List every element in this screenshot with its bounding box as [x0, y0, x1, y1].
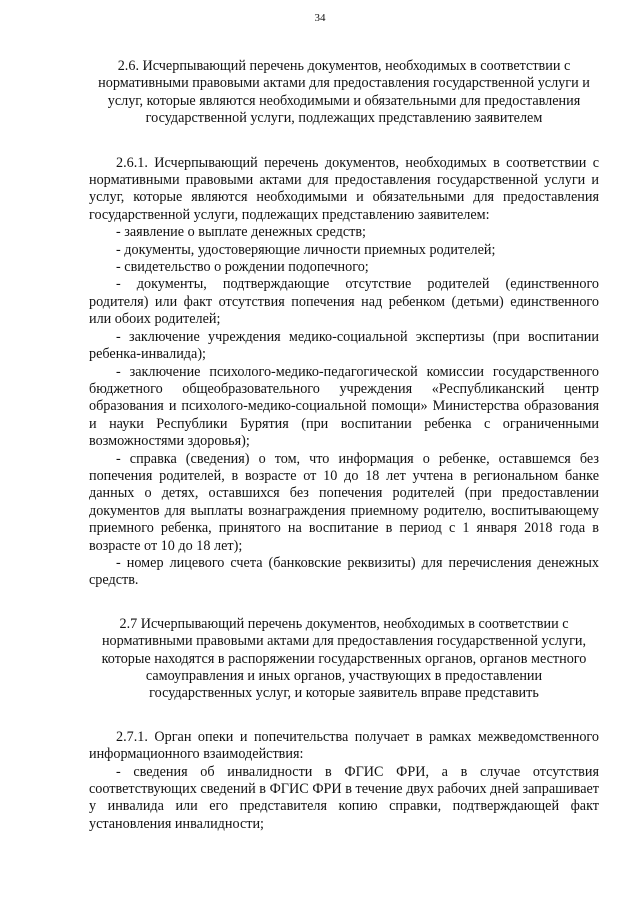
section-2-6-1-intro: 2.6.1. Исчерпывающий перечень документов, необходимых в соответствии с нормативными правовыми актами для предоставления государственной услуги и услуг, которые являются необходимыми и обязательными для предоставления государственной услуги, подлежащих представлению заявителем: — [89, 154, 599, 223]
section-2-7-1-intro: 2.7.1. Орган опеки и попечительства получает в рамках межведомственного информационного взаимодействия: — [89, 728, 599, 763]
list-item: - заключение учреждения медико-социальной экспертизы (при воспитании ребенка-инвалида); — [89, 328, 599, 363]
section-2-6-1-list — [89, 224, 599, 590]
page-number: 34 — [314, 12, 326, 24]
list-item: - документы, подтверждающие отсутствие родителей (единственного родителя) или факт отсутствия попечения над ребенком (детьми) единственного или обоих родителей; — [89, 276, 599, 328]
list-item: - номер лицевого счета (банковские реквизиты) для перечисления денежных средств. — [89, 554, 599, 589]
list-item: - свидетельство о рождении подопечного; — [116, 259, 369, 276]
list-item: - заключение психолого-медико-педагогической комиссии государственного бюджетного общеобразовательного учреждения «Республиканский центр образования и психолого-медико-социальной помощи» Министерства образования и науки Республики Бурятия (при воспитании ребенка с ограниченными возможностями здоровья); — [89, 363, 599, 450]
list-item: - справка (сведения) о том, что информация о ребенке, оставшемся без попечения родителей, в возрасте от 10 до 18 лет учтена в региональном банке данных о детях, оставшихся без попечения родителей (при предоставлении документов для выплаты вознаграждения приемному родителю, воспитывающему приемного ребенка, принятого на воспитание в период с 1 января 2018 года в возрасте от 10 до 18 лет); — [89, 450, 599, 554]
section-2-7-1-list — [89, 764, 599, 834]
list-item: - сведения об инвалидности в ФГИС ФРИ, а в случае отсутствия соответствующих сведений в ФГИС ФРИ в течение двух рабочих дней запрашивает у инвалида или его представителя копию справки, подтверждающей факт установления инвалидности; — [89, 763, 599, 832]
list-item: - заявление о выплате денежных средств; — [116, 224, 366, 241]
section-2-6-heading: 2.6. Исчерпывающий перечень документов, необходимых в соответствии с нормативными правовыми актами для предоставления государственной услуги и услуг, которые являются необходимыми и обязательными для предоставления государственной услуги, подлежащих представлению заявителем — [98, 58, 590, 127]
page-content — [89, 58, 599, 833]
list-item: - документы, удостоверяющие личности приемных родителей; — [116, 241, 496, 258]
section-2-7-heading: 2.7 Исчерпывающий перечень документов, необходимых в соответствии с нормативными правовыми актами для предоставления государственной услуги, которые находятся в распоряжении государственных органов, органов местного самоуправления и иных органов, участвующих в предоставлении государственных услуг, и которые заявитель вправе представить — [101, 615, 587, 702]
